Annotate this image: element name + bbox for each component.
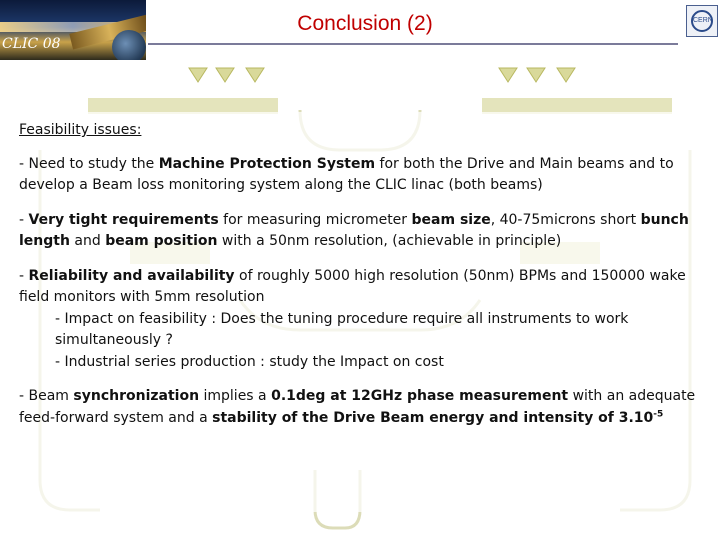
superscript: -5 (653, 408, 664, 419)
emphasis: beam position (105, 233, 218, 249)
content-panel (13, 112, 703, 512)
text-run: - (19, 211, 29, 228)
emphasis: bunch length (19, 211, 689, 249)
paragraph-reliability (19, 266, 701, 309)
text-run: - (19, 267, 29, 284)
emphasis: Reliability and availability (28, 267, 235, 284)
text-run: - Beam (19, 388, 74, 404)
text-run: implies a (199, 388, 272, 404)
decor-triangle (246, 68, 264, 82)
cern-logo (686, 5, 718, 37)
content-text (19, 120, 701, 442)
sub-item-feasibility: - Impact on feasibility : Does the tuning procedure require all instruments to work simultaneously ? (55, 310, 629, 348)
text-run: with an adequate feed-forward system and a (19, 388, 696, 426)
paragraph-machine-protection (19, 154, 701, 197)
emphasis: synchronization (73, 388, 200, 404)
section-heading: Feasibility issues: (19, 122, 142, 138)
decor-triangle (189, 68, 207, 82)
emphasis: beam size (411, 211, 491, 228)
emphasis: 0.1deg at 12GHz phase measurement (271, 388, 569, 404)
decor-triangle (557, 68, 575, 82)
event-label: CLIC 08 (2, 36, 61, 52)
text-run: with a 50nm resolution, (achievable in principle) (217, 233, 562, 249)
text-run: of roughly 5000 high resolution (50nm) BPMs and 150000 wake field monitors with 5mm resolution (19, 267, 686, 305)
emphasis: Very tight requirements (28, 211, 219, 228)
paragraph-tight-requirements (19, 210, 701, 253)
decor-triangle (499, 68, 517, 82)
text-run: and (69, 233, 106, 249)
slide-title: Conclusion (2) (297, 12, 433, 35)
text-run: , 40-75microns short (490, 211, 641, 228)
paragraph-synchronization (19, 386, 701, 429)
clic08-logo-banner (0, 0, 146, 60)
globe-icon (112, 30, 146, 60)
sub-item-industrial: - Industrial series production : study the Impact on cost (55, 353, 444, 370)
emphasis: stability of the Drive Beam energy and intensity of 3.10 (212, 409, 654, 426)
header-divider (148, 43, 678, 45)
emphasis: Machine Protection System (158, 155, 376, 172)
cern-logo-text: CERN (693, 17, 713, 24)
text-run: - Need to study the (19, 155, 159, 172)
decor-triangle (216, 68, 234, 82)
decor-triangle (527, 68, 545, 82)
text-run: for measuring micrometer (218, 211, 412, 228)
text-run: for both the Drive and Main beams and to develop a Beam loss monitoring system along the CLIC linac (both beams) (19, 155, 674, 193)
